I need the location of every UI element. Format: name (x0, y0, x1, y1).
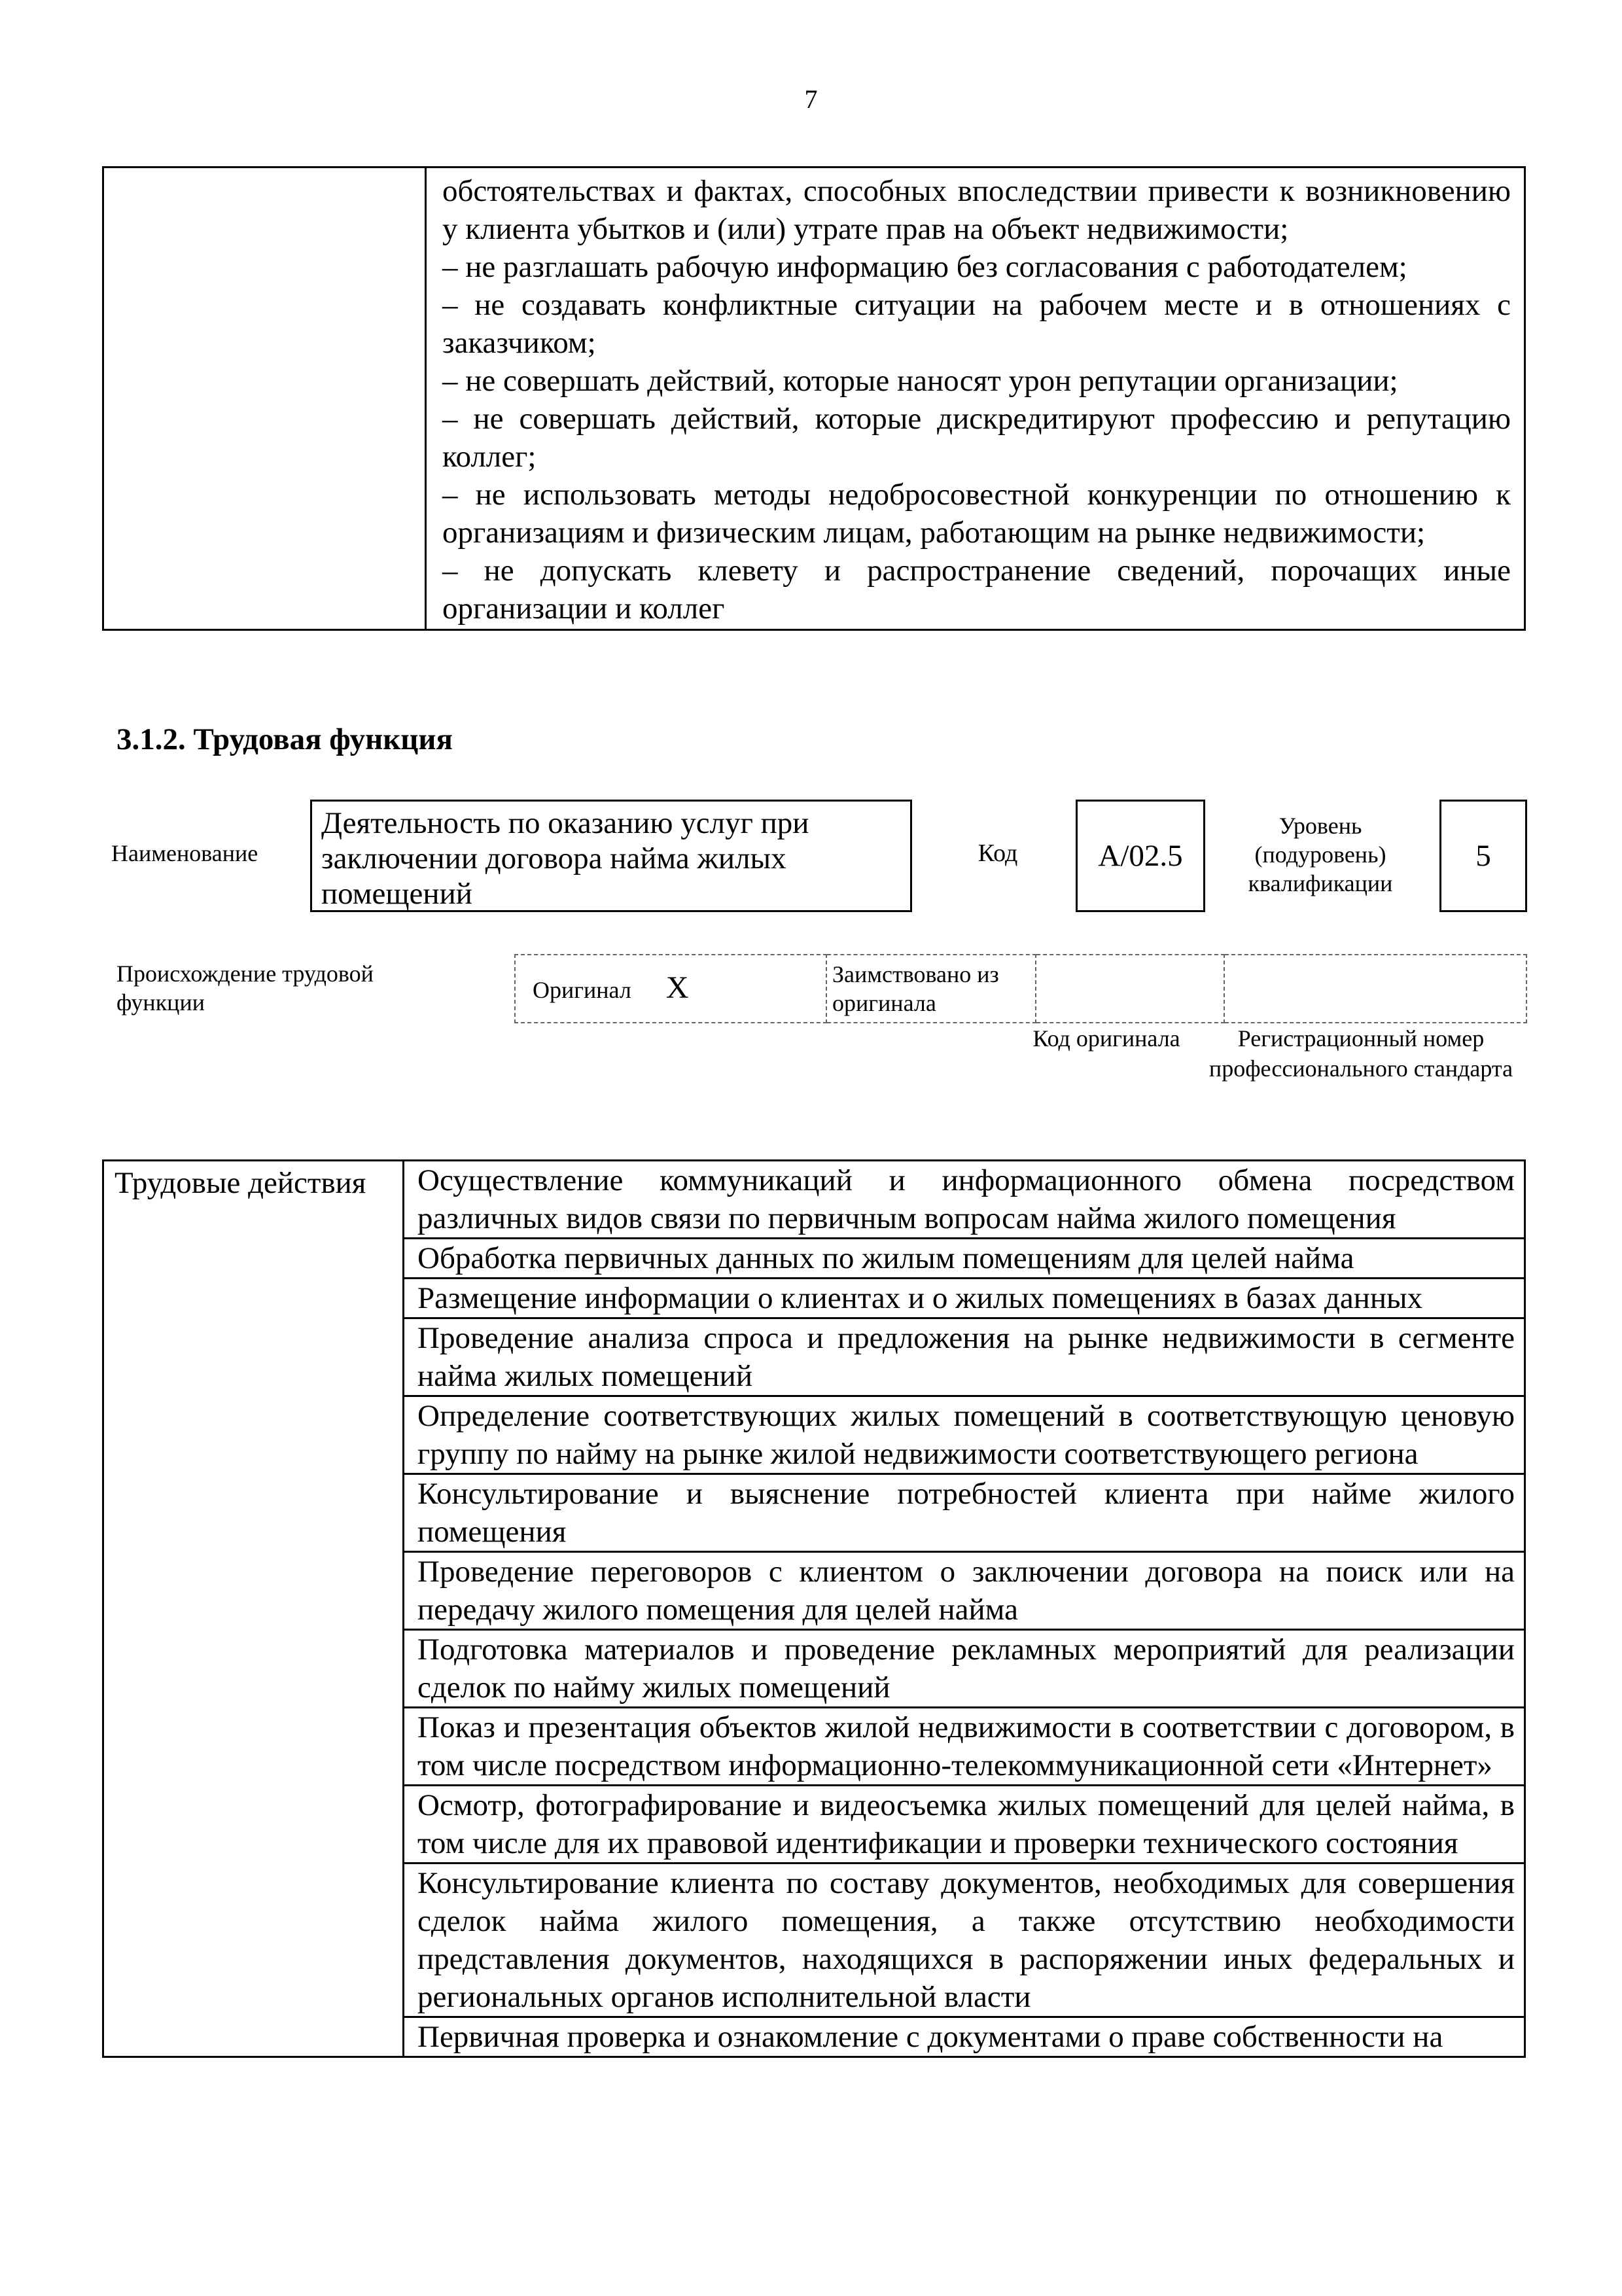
page-number: 7 (804, 84, 818, 114)
original-cell (515, 955, 826, 1023)
action-cell: Осуществление коммуникаций и информационного обмена посредством различных видов связи по первичным вопросам найма жилого помещения (404, 1161, 1525, 1239)
list-item: – не использовать методы недобросовестной конкуренции по отношению к организациям и физическим лицам, работающим на рынке недвижимости; (442, 478, 1511, 550)
action-cell: Показ и презентация объектов жилой недвижимости в соответствии с договором, в том числе посредством информационно-телекоммуникационной сети «Интернет» (404, 1708, 1525, 1786)
table-row (103, 168, 1525, 630)
ethics-text-cell (426, 168, 1525, 630)
action-cell: Подготовка материалов и проведение рекламных мероприятий для реализации сделок по найму жилых помещений (404, 1630, 1525, 1708)
list-item: обстоятельствах и фактах, способных впоследствии привести к возникновению у клиента убытков и (или) утрате прав на объект недвижимости; (442, 174, 1511, 246)
section-heading: 3.1.2. Трудовая функция (116, 722, 453, 756)
name-value-box: Деятельность по оказанию услуг при заключении договора найма жилых помещений (310, 800, 912, 912)
action-cell: Проведение переговоров с клиентом о заключении договора на поиск или на передачу жилого помещения для целей найма (404, 1552, 1525, 1630)
origin-table (514, 954, 1527, 1023)
labor-actions-table (102, 1159, 1526, 2058)
registration-number-cell (1224, 955, 1526, 1023)
continuation-table (102, 166, 1526, 631)
origin-label: Происхождение трудовой функции (116, 961, 374, 1016)
empty-label-cell (103, 168, 426, 630)
action-cell: Проведение анализа спроса и предложения на рынке недвижимости в сегменте найма жилых помещений (404, 1318, 1525, 1396)
original-code-cell (1036, 955, 1224, 1023)
list-item: – не совершать действий, которые наносят урон репутации организации; (442, 364, 1398, 398)
code-label: Код (978, 839, 1018, 867)
level-label: Уровень (подуровень) квалификации (1248, 813, 1393, 896)
registration-number-caption: Регистрационный номер профессионального стандарта (1208, 1025, 1513, 1082)
code-value-box: А/02.5 (1076, 800, 1205, 912)
table-row (515, 955, 1526, 1023)
action-cell: Первичная проверка и ознакомление с документами о праве собственности на (404, 2017, 1525, 2057)
list-item: – не допускать клевету и распространение сведений, порочащих иные организации и коллег (442, 554, 1511, 626)
borrowed-cell: Заимствовано из оригинала (826, 955, 1036, 1023)
action-cell: Консультирование и выяснение потребностей клиента при найме жилого помещения (404, 1474, 1525, 1552)
original-mark: Х (665, 970, 689, 1005)
action-cell: Обработка первичных данных по жилым помещениям для целей найма (404, 1239, 1525, 1279)
name-label: Наименование (111, 840, 258, 866)
list-item: – не совершать действий, которые дискредитируют профессию и репутацию коллег; (442, 402, 1511, 474)
list-item: – не разглашать рабочую информацию без согласования с работодателем; (442, 250, 1407, 284)
action-cell: Определение соответствующих жилых помещений в соответствующую ценовую группу по найму на рынке жилой недвижимости соответствующего региона (404, 1396, 1525, 1474)
list-item: – не создавать конфликтные ситуации на рабочем месте и в отношениях с заказчиком; (442, 288, 1511, 360)
action-cell: Консультирование клиента по составу документов, необходимых для совершения сделок найма жилого помещения, а также отсутствию необходимости представления документов, находящихся в распоряжении иных федеральных и региональных органов исполнительной власти (404, 1863, 1525, 2017)
action-cell: Осмотр, фотографирование и видеосъемка жилых помещений для целей найма, в том числе для их правовой идентификации и проверки технического состояния (404, 1786, 1525, 1863)
original-label: Оригинал (533, 976, 631, 1003)
table-row (103, 1161, 1525, 1239)
level-value-box: 5 (1439, 800, 1527, 912)
actions-label-cell: Трудовые действия (103, 1161, 404, 2057)
action-cell: Размещение информации о клиентах и о жилых помещениях в базах данных (404, 1279, 1525, 1318)
original-code-caption: Код оригинала (1032, 1025, 1180, 1051)
